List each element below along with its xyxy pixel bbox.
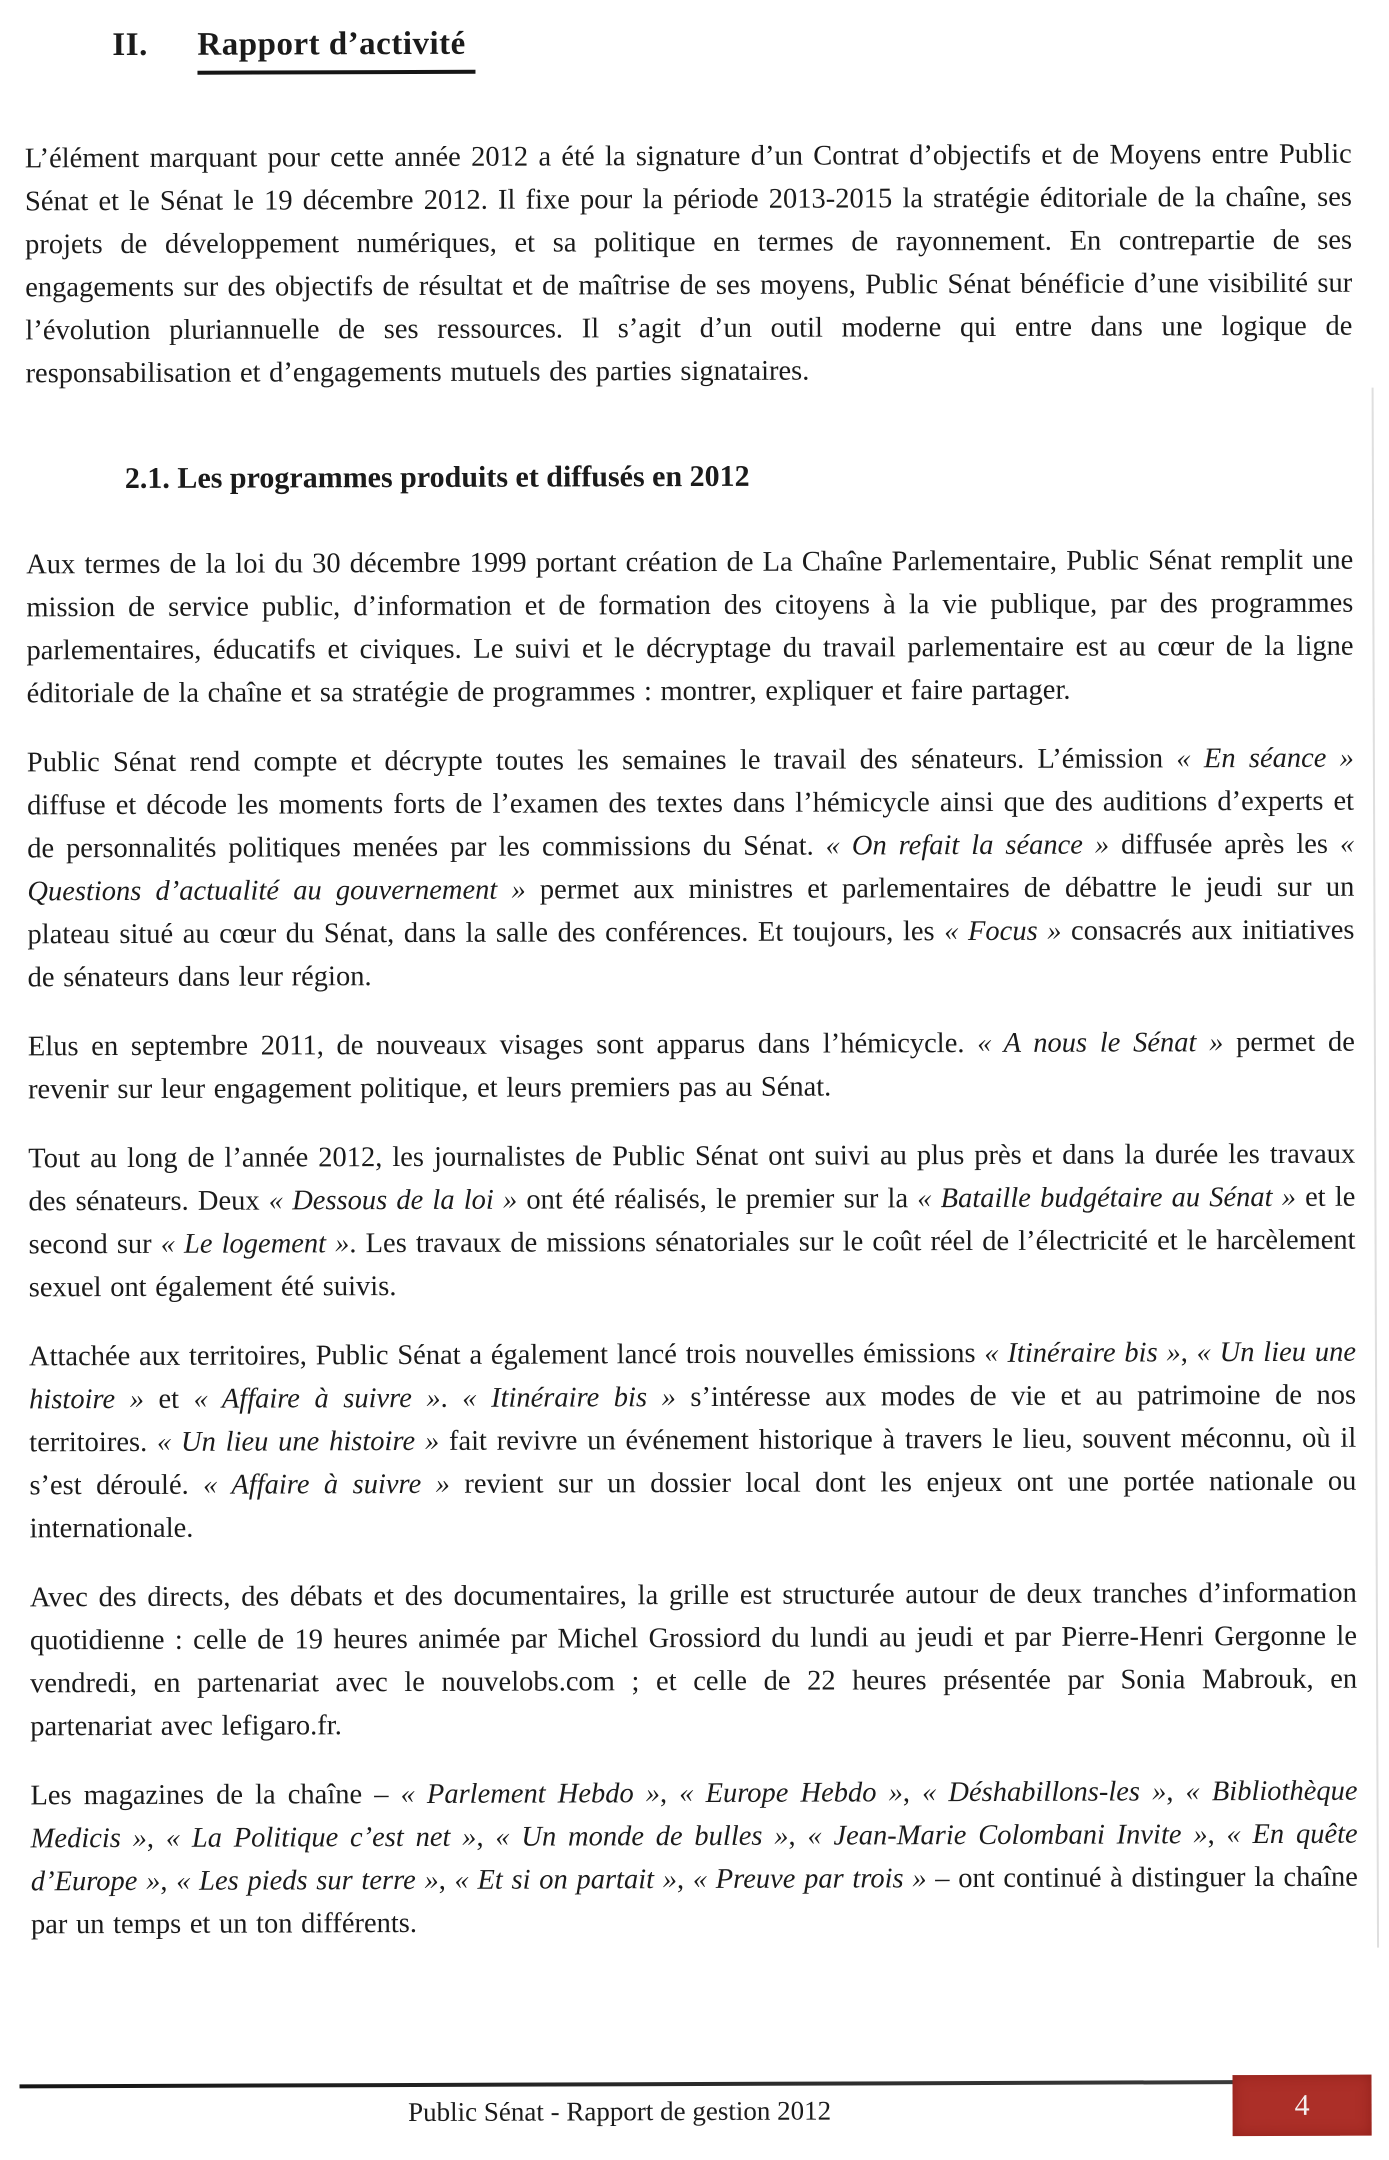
paragraph-journalistes: Tout au long de l’année 2012, les journalistes de Public Sénat ont suivi au plus près et dans la durée les travaux des sénateurs. Deux « Dessous de la loi » ont été réalisés, le premier sur la « Bataille budgétaire au Sénat » et le second sur « Le logement ». Les travaux de missions sénatoriales sur le coût réel de l’électricité et le harcèlement sexuel ont également été suivis. (28, 1138, 1356, 1304)
subsection-heading: 2.1. Les programmes produits et diffusés en 2012 (124, 459, 750, 495)
paragraph-magazines: Les magazines de la chaîne – « Parlement Hebdo », « Europe Hebdo », « Déshabillons-les », « Bibliothèque Medicis », « La Politique c’est net », « Un monde de bulles », « Jean-Marie Colombani Invite », « En quête d’Europe », « Les pieds sur terre », « Et si on partait », « Preuve par trois » – ont continué à distinguer la chaîne par un temps et un ton différents. (30, 1775, 1358, 1941)
section-title (112, 22, 1351, 75)
footer-title: Public Sénat - Rapport de gestion 2012 (408, 2095, 832, 2128)
paragraph-grille: Avec des directs, des débats et des documentaires, la grille est structurée autour de deux tranches d’information quotidienne : celle de 19 heures animée par Michel Grossiord du lundi au jeudi et par Pierre-Henri Gergonne le vendredi, en partenariat avec le nouvelobs.com ; et celle de 22 heures présentée par Sonia Mabrouk, en partenariat avec lefigaro.fr. (29, 1577, 1358, 1743)
paragraph-nouveaux-visages: Elus en septembre 2011, de nouveaux visages sont apparus dans l’hémicycle. « A nous le Sénat » permet de revenir sur leur engagement politique, et leurs premiers pas au Sénat. (27, 1026, 1355, 1106)
paragraph-emissions: Public Sénat rend compte et décrypte toutes les semaines le travail des sénateurs. L’émission « En séance » diffuse et décode les moments forts de l’examen des textes dans l’hémicycle ainsi que des auditions d’experts et de personnalités politiques menées par les commissions du Sénat. « On refait la séance » diffusée après les « Questions d’actualité au gouvernement » permet aux ministres et parlementaires de débattre le jeudi sur un plateau situé au cœur du Sénat, dans la salle des conférences. Et toujours, les « Focus » consacrés aux initiatives de sénateurs dans leur région. (26, 742, 1355, 994)
footer-divider (20, 2080, 1234, 2088)
page-number-badge: 4 (1232, 2075, 1371, 2136)
paragraph-intro: L’élément marquant pour cette année 2012 a été la signature d’un Contrat d’objectifs et de Moyens entre Public Sénat et le Sénat le 19 décembre 2012. Il fixe pour la période 2013-2015 la stratégie éditoriale de la chaîne, ses projets de développement numériques, et sa politique en termes de rayonnement. En contrepartie de ses engagements sur des objectifs de résultat et de maîtrise de ses moyens, Public Sénat bénéficie d’une visibilité sur l’évolution pluriannuelle de ses ressources. Il s’agit d’un outil moderne qui entre dans une logique de responsabilisation et d’engagements mutuels des parties signataires. (24, 138, 1353, 390)
page-content (24, 22, 1358, 1973)
paragraph-territoires: Attachée aux territoires, Public Sénat a également lancé trois nouvelles émissions « Itinéraire bis », « Un lieu une histoire » et « Affaire à suivre ». « Itinéraire bis » s’intéresse aux modes de vie et au patrimoine de nos territoires. « Un lieu une histoire » fait revivre un événement historique à travers le lieu, souvent méconnu, où il s’est déroulé. « Affaire à suivre » revient sur un dossier local dont les enjeux ont une portée nationale ou internationale. (28, 1336, 1357, 1545)
paragraph-programmes: Aux termes de la loi du 30 décembre 1999 portant création de La Chaîne Parlementaire, Public Sénat remplit une mission de service public, d’information et de formation des citoyens à la vie publique, par des programmes parlementaires, éducatifs et civiques. Le suivi et le décryptage du travail parlementaire est au cœur de la ligne éditoriale de la chaîne et sa stratégie de programmes : montrer, expliquer et faire partager. (26, 544, 1354, 710)
scan-artifact-line (1372, 388, 1379, 1948)
section-title-text: Rapport d’activité (197, 25, 476, 75)
section-numeral: II. (112, 26, 148, 64)
